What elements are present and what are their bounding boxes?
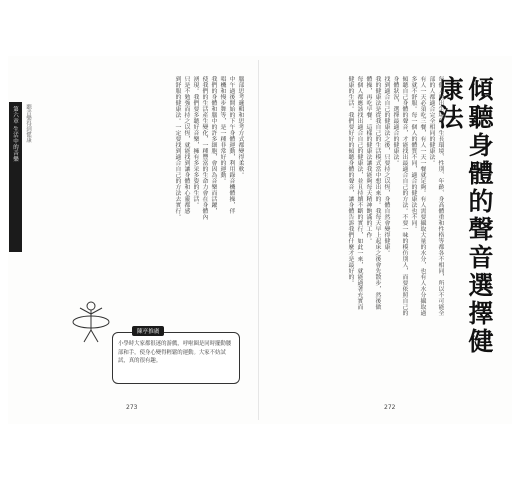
left-page-body: 腦部思考邏輯和思考方式都變得柔軟。 中午過後開始的下午身體運動，利用錄音機體操，伴 唱機和慢步舞等，是一種非常好的運動。 我們的身體和腦中的許多細胞，會因為音樂而活躍， 使我們的生活產生變化，一種豐富的生命力會在身體內 湧現。我們要多聽好音樂，擁有多采多姿的生活。 只是不勉強而持之以恆，就能找到讓身體和心靈都感 到舒服的健康法。一定要找到適合自己的方法去實行。 xyxy=(174,76,243,220)
tip-text: 小學時大家都很迷的游戲，呼啦圈是同時擺動腰部和手，使身心變得輕鬆的運動。大家不妨試試，真的很有趣。 xyxy=(118,341,232,364)
page-gutter xyxy=(258,60,259,420)
right-page-body: 每個人的出生場所、生長環境、性別、年齡、身高體重和性格等都各不相同，所以不可能全 部的人都適合完全相同的健康法。 有人一天必須吃三餐，有人一天一餐就足夠。有人需要攝取大量的水分，也有人水分攝取過 多就不舒服。每一個人的體質不同，適合的健康法也不同。 傾聽自己身體的聲音，才能找出最適合自己的方法。不要一味的模仿別人，而要依照自己的 身體狀況，選擇最適合的健康法。 找到適合自己的健康法之後，只要持之以恆，身體自然會變得健康。 我的健康法是從我自己的生活模式當中想出來的。我每天早上起床之後會先散步，然後做 體操，再吃早餐。這樣的健康法讓我能夠每天精神飽滿的工作。 每個人都應該找出適合自己的健康法，並且持續不斷的實行，如此一來，就能過著充實而 健康的生活。我們要好好的傾聽身體的聲音，讓身體告訴我們什麼才是最好的。 xyxy=(347,76,443,316)
page-title: 傾聽身體的聲音選擇健康法 xyxy=(435,76,494,356)
chapter-tab-label: 第六章 生活中的音樂 xyxy=(12,106,18,163)
person-hula-hoop-illustration xyxy=(68,300,114,344)
chapter-tab xyxy=(9,102,22,252)
chapter-label: 聽音樂得到健康 xyxy=(25,104,31,143)
left-page-number: 273 xyxy=(126,404,138,411)
right-page-number: 272 xyxy=(384,404,396,411)
tip-badge: 陳亭推廣 xyxy=(132,326,164,336)
